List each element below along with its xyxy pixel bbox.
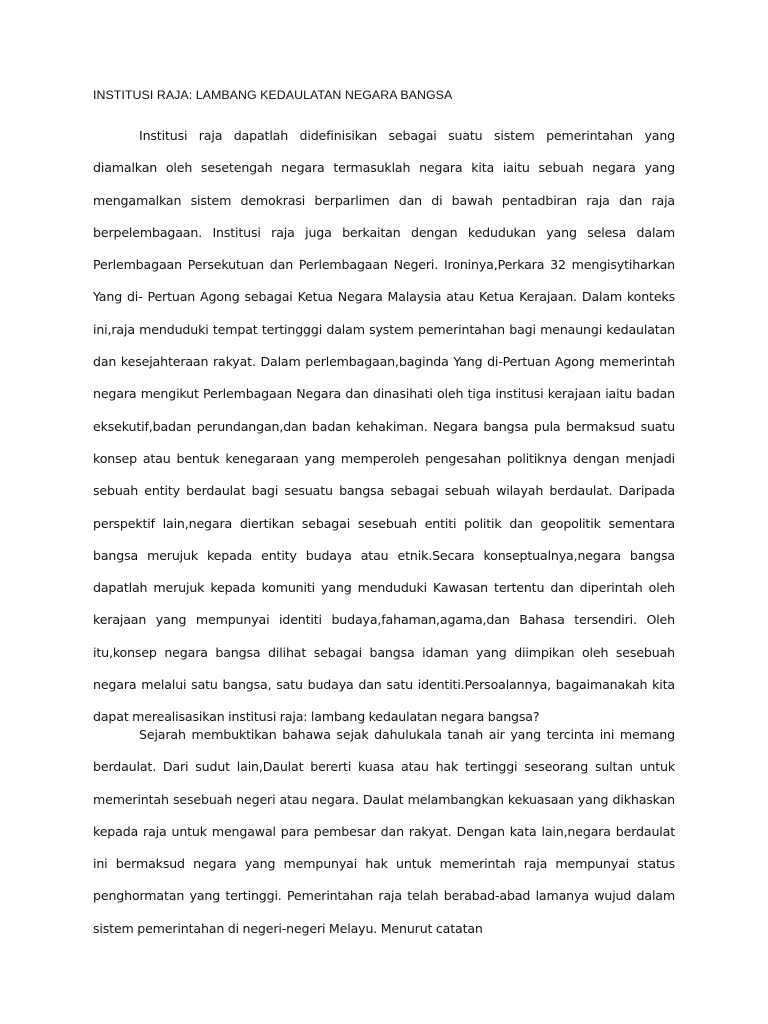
- document-title: INSTITUSI RAJA: LAMBANG KEDAULATAN NEGARA BANGSA: [93, 88, 453, 102]
- paragraph-2: Sejarah membuktikan bahawa sejak dahulukala tanah air yang tercinta ini memang berdaulat. Dari sudut lain,Daulat bererti kuasa atau hak tertinggi seseorang sultan untuk memerintah sesebuah negeri atau negara. Daulat melambangkan kekuasaan yang dikhaskan kepada raja untuk mengawal para pembesar dan rakyat. Dengan kata lain,negara berdaulat ini bermaksud negara yang mempunyai hak untuk memerintah raja mempunyai status penghormatan yang tertinggi. Pemerintahan raja telah berabad-abad lamanya wujud dalam sistem pemerintahan di negeri-negeri Melayu. Menurut catatan: [93, 727, 675, 936]
- paragraph-1: Institusi raja dapatlah didefinisikan sebagai suatu sistem pemerintahan yang diamalkan oleh sesetengah negara termasuklah negara kita iaitu sebuah negara yang mengamalkan sistem demokrasi berparlimen dan di bawah pentadbiran raja dan raja berpelembagaan. Institusi raja juga berkaitan dengan kedudukan yang selesa dalam Perlembagaan Persekutuan dan Perlembagaan Negeri. Ironinya,Perkara 32 mengisytiharkan Yang di- Pertuan Agong sebagai Ketua Negara Malaysia atau Ketua Kerajaan. Dalam konteks ini,raja menduduki tempat tertingggi dalam system pemerintahan bagi menaungi kedaulatan dan kesejahteraan rakyat. Dalam perlembagaan,baginda Yang di-Pertuan Agong memerintah negara mengikut Perlembagaan Negara dan dinasihati oleh tiga institusi kerajaan iaitu badan eksekutif,badan perundangan,dan badan kehakiman. Negara bangsa pula bermaksud suatu konsep atau bentuk kenegaraan yang memperoleh pengesahan politiknya dengan menjadi sebuah entity berdaulat bagi sesuatu bangsa sebagai sebuah wilayah berdaulat. Daripada perspektif lain,negara diertikan sebagai sesebuah entiti politik dan geopolitik sementara bangsa merujuk kepada entity budaya atau etnik.Secara konseptualnya,negara bangsa dapatlah merujuk kepada komuniti yang menduduki Kawasan tertentu dan diperintah oleh kerajaan yang mempunyai identiti budaya,fahaman,agama,dan Bahasa tersendiri. Oleh itu,konsep negara bangsa dilihat sebagai bangsa idaman yang diimpikan oleh sesebuah negara melalui satu bangsa, satu budaya dan satu identiti.Persoalannya, bagaimanakah kita dapat merealisasikan institusi raja: lambang kedaulatan negara bangsa?: [93, 128, 675, 725]
